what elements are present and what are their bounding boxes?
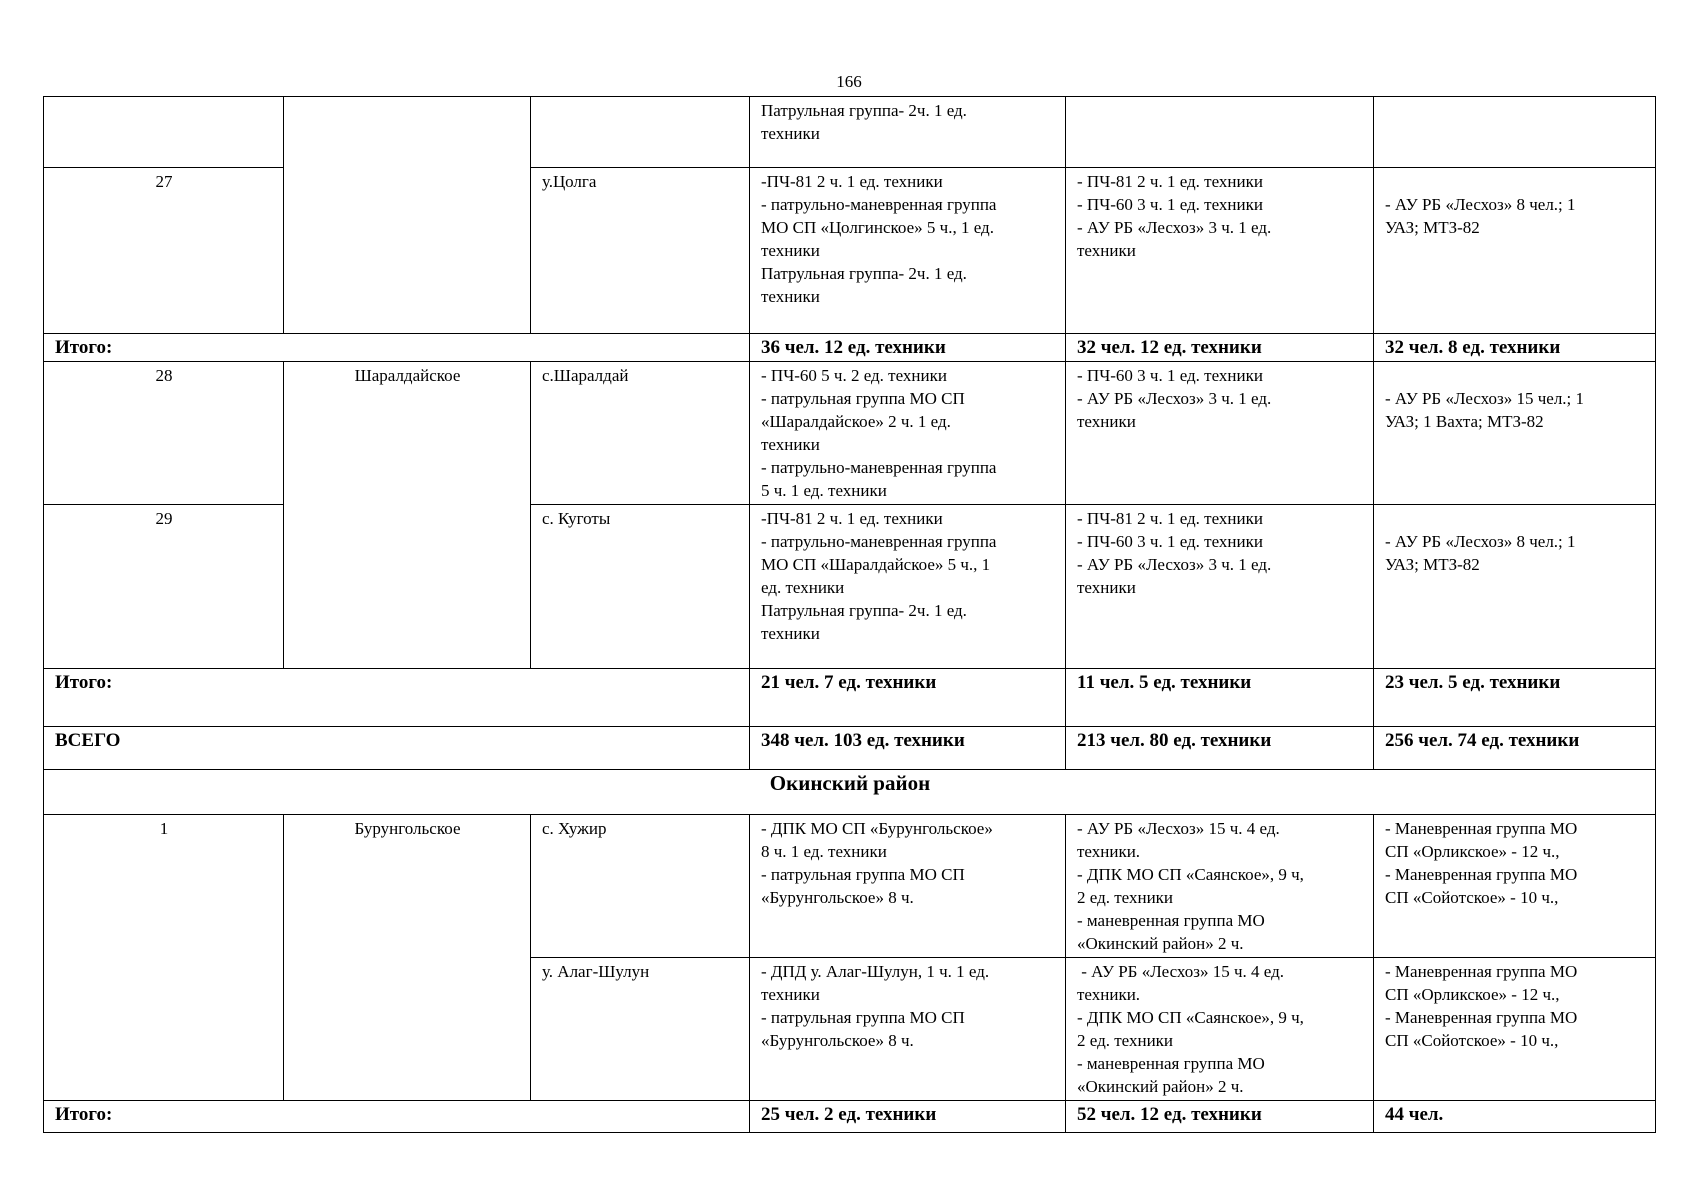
forces-cell: - ДПД у. Алаг-Шулун, 1 ч. 1 ед. техники - патрульная группа МО СП «Бурунгольское» 8 ч. [750,958,1066,1101]
extra-cell [1374,97,1656,168]
settlement-cell: у.Цолга [531,168,750,334]
num-cell: 28 [44,362,284,505]
total-forces: 25 чел. 2 ед. техники [750,1101,1066,1133]
total-row [44,334,1656,362]
grand-total-extra: 256 чел. 74 ед. техники [1374,727,1656,770]
sp-cell [284,97,531,334]
settlement-cell: с.Шаралдай [531,362,750,505]
region-title: Окинский район [44,770,1656,815]
total-label: Итого: [44,669,750,727]
forces-cell: -ПЧ-81 2 ч. 1 ед. техники - патрульно-маневренная группа МО СП «Цолгинское» 5 ч., 1 ед. техники Патрульная группа- 2ч. 1 ед. техники [750,168,1066,334]
total-forces: 21 чел. 7 ед. техники [750,669,1066,727]
settlement-cell: с. Хужир [531,815,750,958]
grand-total-forces: 348 чел. 103 ед. техники [750,727,1066,770]
total-extra: 32 чел. 8 ед. техники [1374,334,1656,362]
total-label: Итого: [44,1101,750,1133]
settlement-cell [531,97,750,168]
reserve-cell: - ПЧ-60 3 ч. 1 ед. техники - АУ РБ «Лесхоз» 3 ч. 1 ед. техники [1066,362,1374,505]
region-row [44,770,1656,815]
num-cell: 29 [44,505,284,669]
total-reserve: 32 чел. 12 ед. техники [1066,334,1374,362]
total-row [44,669,1656,727]
num-cell: 1 [44,815,284,1101]
forces-cell: - ПЧ-60 5 ч. 2 ед. техники - патрульная группа МО СП «Шаралдайское» 2 ч. 1 ед. техники - патрульно-маневренная группа 5 ч. 1 ед. техники [750,362,1066,505]
reserve-cell: - АУ РБ «Лесхоз» 15 ч. 4 ед. техники. - ДПК МО СП «Саянское», 9 ч, 2 ед. техники - маневренная группа МО «Окинский район» 2 ч. [1066,815,1374,958]
total-extra: 44 чел. [1374,1101,1656,1133]
reserve-cell [1066,97,1374,168]
sp-cell: Шаралдайское [284,362,531,669]
num-cell [44,97,284,168]
page-number: 166 [836,72,862,91]
reserve-cell: - ПЧ-81 2 ч. 1 ед. техники - ПЧ-60 3 ч. 1 ед. техники - АУ РБ «Лесхоз» 3 ч. 1 ед. техники [1066,505,1374,669]
settlement-cell: с. Куготы [531,505,750,669]
total-extra: 23 чел. 5 ед. техники [1374,669,1656,727]
table-row [44,97,1656,168]
extra-cell: - АУ РБ «Лесхоз» 15 чел.; 1 УАЗ; 1 Вахта; МТЗ-82 [1374,362,1656,505]
total-label: Итого: [44,334,750,362]
total-forces: 36 чел. 12 ед. техники [750,334,1066,362]
table-row [44,815,1656,958]
forces-cell: -ПЧ-81 2 ч. 1 ед. техники - патрульно-маневренная группа МО СП «Шаралдайское» 5 ч., 1 ед. техники Патрульная группа- 2ч. 1 ед. техники [750,505,1066,669]
reserve-cell: - ПЧ-81 2 ч. 1 ед. техники - ПЧ-60 3 ч. 1 ед. техники - АУ РБ «Лесхоз» 3 ч. 1 ед. техники [1066,168,1374,334]
total-reserve: 11 чел. 5 ед. техники [1066,669,1374,727]
forces-cell: Патрульная группа- 2ч. 1 ед. техники [750,97,1066,168]
extra-cell: - Маневренная группа МО СП «Орликское» - 12 ч., - Маневренная группа МО СП «Сойотское» - 10 ч., [1374,958,1656,1101]
forces-cell: - ДПК МО СП «Бурунгольское» 8 ч. 1 ед. техники - патрульная группа МО СП «Бурунгольское» 8 ч. [750,815,1066,958]
extra-cell: - АУ РБ «Лесхоз» 8 чел.; 1 УАЗ; МТЗ-82 [1374,168,1656,334]
extra-cell: - АУ РБ «Лесхоз» 8 чел.; 1 УАЗ; МТЗ-82 [1374,505,1656,669]
forces-table [43,96,1656,1133]
grand-total-row [44,727,1656,770]
extra-cell: - Маневренная группа МО СП «Орликское» - 12 ч., - Маневренная группа МО СП «Сойотское» - 10 ч., [1374,815,1656,958]
total-reserve: 52 чел. 12 ед. техники [1066,1101,1374,1133]
total-row [44,1101,1656,1133]
sp-cell: Бурунгольское [284,815,531,1101]
settlement-cell: у. Алаг-Шулун [531,958,750,1101]
table-row [44,362,1656,505]
num-cell: 27 [44,168,284,334]
reserve-cell: - АУ РБ «Лесхоз» 15 ч. 4 ед. техники. - ДПК МО СП «Саянское», 9 ч, 2 ед. техники - маневренная группа МО «Окинский район» 2 ч. [1066,958,1374,1101]
grand-total-reserve: 213 чел. 80 ед. техники [1066,727,1374,770]
grand-total-label: ВСЕГО [44,727,750,770]
